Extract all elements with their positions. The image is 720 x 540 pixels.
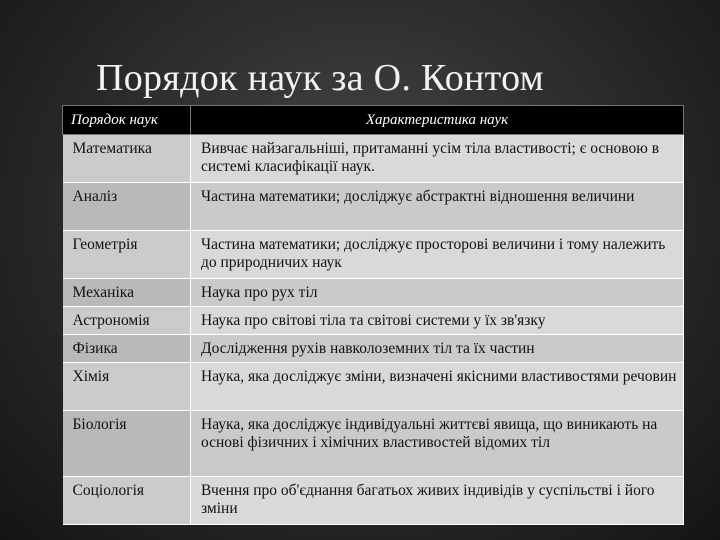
table-row <box>63 279 684 307</box>
science-name: Хімія <box>63 363 191 411</box>
science-name: Аналіз <box>63 183 191 231</box>
science-name: Соціологія <box>63 477 191 525</box>
science-description: Наука, яка досліджує індивідуальні життєві явища, що виникають на основі фізичних і хімічних властивостей відомих тіл <box>191 411 684 477</box>
table-row <box>63 307 684 335</box>
sciences-table <box>62 105 684 525</box>
science-description: Наука про рух тіл <box>191 279 684 307</box>
science-description: Наука, яка досліджує зміни, визначені якісними властивостями речовин <box>191 363 684 411</box>
science-name: Біологія <box>63 411 191 477</box>
slide-title: Порядок наук за О. Контом <box>96 57 544 99</box>
table-header-row <box>63 106 684 135</box>
table-row <box>63 477 684 525</box>
science-description: Вивчає найзагальніші, притаманні усім тіла властивості; є основою в системі класифікації наук. <box>191 135 684 183</box>
science-description: Частина математики; досліджує абстрактні відношення величини <box>191 183 684 231</box>
header-order-of-sciences: Порядок наук <box>63 106 191 135</box>
table-row <box>63 231 684 279</box>
table-row <box>63 135 684 183</box>
science-description: Дослідження рухів навколоземних тіл та їх частин <box>191 335 684 363</box>
table-row <box>63 363 684 411</box>
science-description: Наука про світові тіла та світові системи у їх зв'язку <box>191 307 684 335</box>
science-name: Математика <box>63 135 191 183</box>
science-name: Фізика <box>63 335 191 363</box>
table-row <box>63 335 684 363</box>
table-row <box>63 411 684 477</box>
science-name: Астрономія <box>63 307 191 335</box>
science-description: Вчення про об'єднання багатьох живих індивідів у суспільстві і його зміни <box>191 477 684 525</box>
sciences-table-container <box>62 105 683 525</box>
science-description: Частина математики; досліджує просторові величини і тому належить до природничих наук <box>191 231 684 279</box>
header-characteristics: Характеристика наук <box>191 106 684 135</box>
science-name: Механіка <box>63 279 191 307</box>
science-name: Геометрія <box>63 231 191 279</box>
table-row <box>63 183 684 231</box>
